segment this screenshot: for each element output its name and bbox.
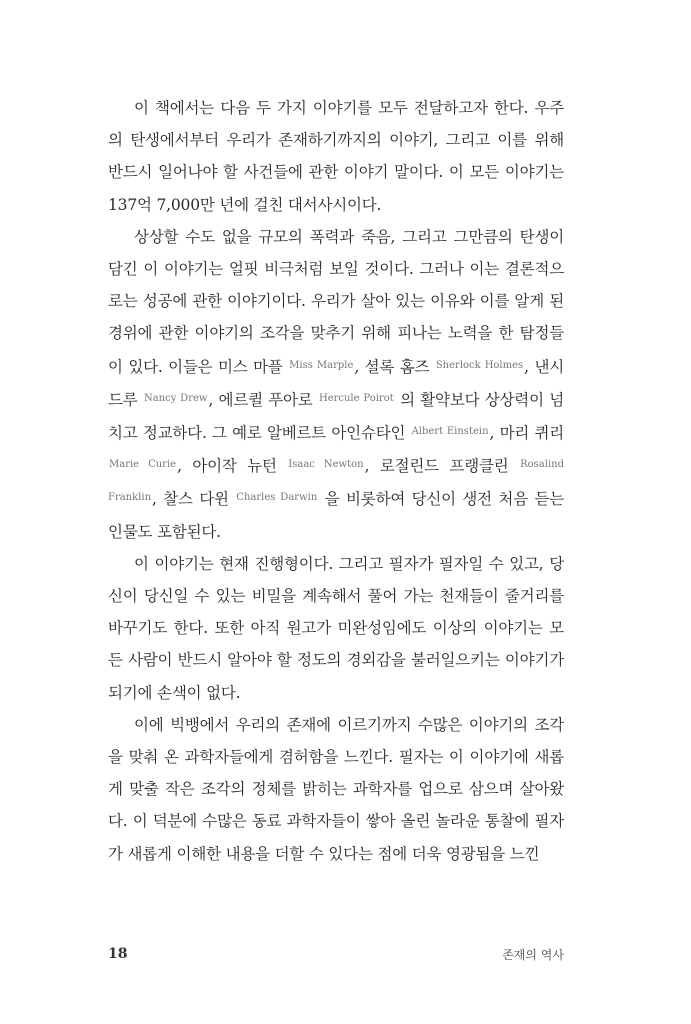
text-run: 을 비롯하여 당신이 생전 처음 듣는 인물도 포함된다. [108, 490, 564, 541]
name-gloss: Charles Darwin [236, 492, 318, 504]
running-title: 존재의 역사 [502, 948, 564, 962]
text-run: , 셜록 홈즈 [354, 357, 435, 376]
paragraph-4 [108, 709, 564, 870]
name-gloss: Albert Einstein [411, 426, 489, 438]
name-gloss: Miss Marple [289, 359, 354, 371]
text-run: 상상할 수도 없을 규모의 폭력과 죽음, 그리고 그만큼의 탄생이 담긴 이 이야기는 얼핏 비극처럼 보일 것이다. 그러나 이는 결론적으로는 성공에 관한 이야기이다. 우리가 살아 있는 이유와 이를 알게 된 경위에 관한 이야기의 조각을 맞추기 위해 피나는 노력을 한 탐정들이 있다. 이들은 미스 마플 [108, 227, 564, 376]
paragraph-1 [108, 92, 564, 221]
body-text [108, 92, 564, 870]
text-run: , 마리 퀴리 [489, 424, 564, 443]
name-gloss: Marie Curie [109, 459, 177, 471]
text-run: 이 이야기는 현재 진행형이다. 그리고 필자가 필자일 수 있고, 당신이 당신일 수 있는 비밀을 계속해서 풀어 가는 천재들이 줄거리를 바꾸기도 한다. 또한 아직 원고가 미완성임에도 이상의 이야기는 모든 사람이 반드시 알아야 할 정도의 경외감을 불러일으키는 이야기가 되기에 손색이 없다. [108, 554, 564, 702]
name-gloss: Nancy Drew [143, 392, 208, 404]
paragraph-2 [108, 221, 564, 548]
page-number: 18 [108, 946, 128, 962]
text-run: 이 책에서는 다음 두 가지 이야기를 모두 전달하고자 한다. 우주의 탄생에서부터 우리가 존재하기까지의 이야기, 그리고 이를 위해 반드시 일어나야 할 사건들에 관한 이야기 말이다. 이 모든 이야기는 137억 7,000만 년에 걸친 대서사시이다. [108, 99, 564, 214]
text-run: , 에르퀼 푸아로 [208, 390, 318, 409]
text-run: 이에 빅뱅에서 우리의 존재에 이르기까지 수많은 이야기의 조각을 맞춰 온 과학자들에게 겸허함을 느낀다. 필자는 이 이야기에 새롭게 맞출 작은 조각의 정체를 밝히는 과학자를 업으로 삼으며 살아왔다. 이 덕분에 수많은 동료 과학자들이 쌓아 올린 놀라운 통찰에 필자가 새롭게 이해한 내용을 더할 수 있다는 점에 더욱 영광됨을 느낀 [108, 715, 564, 863]
text-run: , 찰스 다윈 [152, 490, 236, 509]
text-run: , 로절린드 프랭클린 [364, 457, 520, 476]
name-gloss: Isaac Newton [288, 459, 364, 471]
text-run: , 아이작 뉴턴 [177, 457, 288, 476]
text-run: 의 활약보다 상상력이 넘치고 정교하다. 그 예로 알베르트 아인슈타인 [108, 390, 565, 443]
name-gloss: Sherlock Holmes [435, 359, 524, 371]
paragraph-3 [108, 548, 564, 709]
text-run: , 낸시 드루 [108, 357, 564, 409]
name-gloss: Hercule Poirot [318, 392, 394, 404]
name-gloss: Rosalind Franklin [108, 459, 565, 504]
